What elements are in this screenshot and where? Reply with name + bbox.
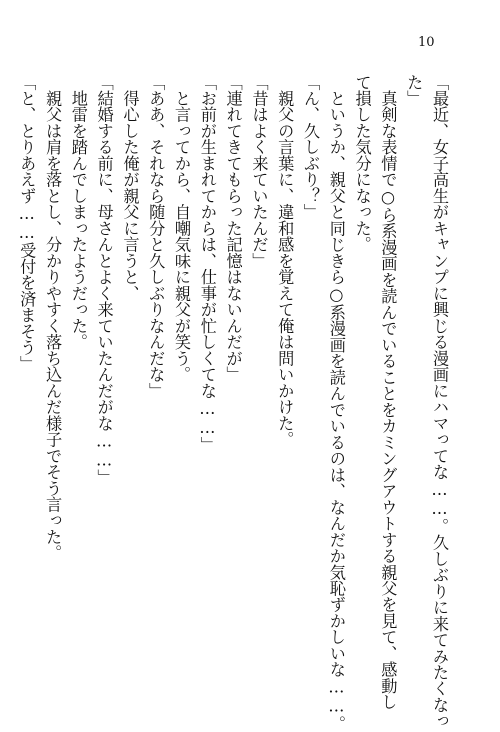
text-line: 「と、とりあえず……受付を済まそう」 bbox=[17, 74, 37, 372]
text-line: て損した気分になった。 bbox=[352, 74, 372, 253]
text-line: 地雷を踏んでしまったようだった。 bbox=[68, 74, 88, 351]
text-line: た」 bbox=[404, 74, 424, 107]
text-line: 「ん、久しぶり？」 bbox=[301, 74, 321, 221]
page-number: 10 bbox=[418, 35, 435, 50]
text-line: というか、親父と同じきら○系漫画を読んでいるのは、なんだか気恥ずかしいな……。 bbox=[326, 74, 346, 732]
text-line: 「結婚する前に、母さんとよく来ていたんだがな……」 bbox=[94, 74, 114, 486]
text-line: 親父は肩を落とし、分かりやすく落ち込んだ様子でそう言った。 bbox=[43, 74, 63, 562]
text-line: 「お前が生まれてからは、仕事が忙しくてな……」 bbox=[197, 74, 217, 454]
text-line: 得心した俺が親父に言うと、 bbox=[120, 74, 140, 302]
text-line: 「最近、女子高生がキャンプに興じる漫画にハマってな……。久しぶりに来てみたくなっ bbox=[430, 74, 449, 730]
text-line: と言ってから、自嘲気味に親父が笑う。 bbox=[172, 74, 192, 383]
text-line: 「ああ、それなら随分と久しぶりなんだな」 bbox=[146, 74, 166, 399]
text-line: 親父の言葉に、違和感を覚えて俺は問いかけた。 bbox=[275, 74, 295, 448]
text-line: 「連れてきてもらった記憶はないんだが」 bbox=[223, 74, 243, 383]
vertical-text-block bbox=[13, 74, 452, 732]
text-line: 真剣な表情で○ら系漫画を読んでいることをカミングアウトする親父を見て、感動し bbox=[378, 74, 398, 711]
text-line: 「昔はよく来ていたんだ」 bbox=[249, 74, 269, 269]
